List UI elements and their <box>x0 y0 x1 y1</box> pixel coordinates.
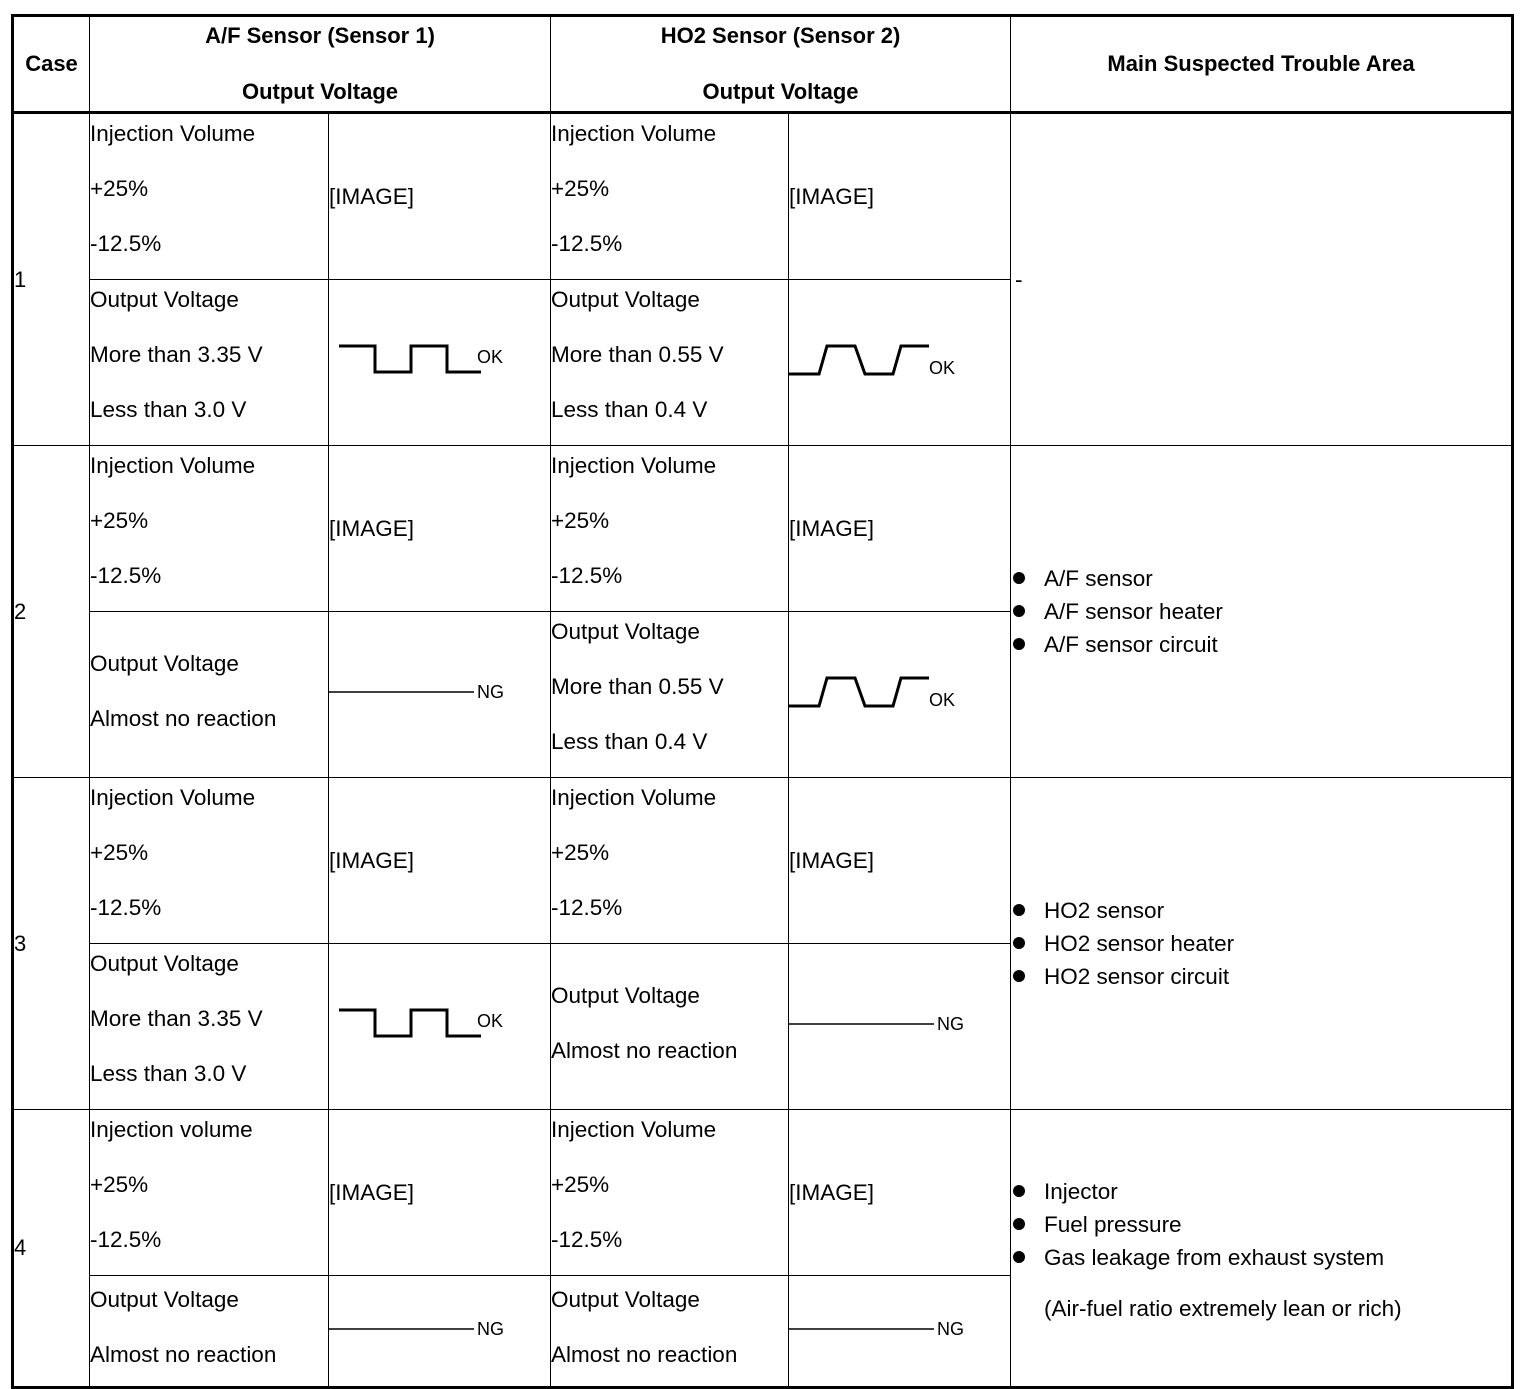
ho2-output-voltage-line: More than 0.55 V <box>551 342 724 367</box>
ho2-injection-volume-line: -12.5% <box>551 895 623 920</box>
af-output-voltage-line: Output Voltage <box>90 287 239 312</box>
af-output-voltage-line: More than 3.35 V <box>90 1006 263 1031</box>
af-output-voltage <box>90 280 329 446</box>
ho2-injection-volume-line: +25% <box>551 1172 610 1197</box>
af-waveform <box>329 1276 551 1388</box>
af-injection-volume-line: +25% <box>90 840 149 865</box>
header-ho2-title: HO2 Sensor (Sensor 2) <box>660 23 901 48</box>
waveform-diagram <box>789 330 979 390</box>
af-injection-image <box>329 778 551 944</box>
af-output-voltage-line: Output Voltage <box>90 1287 239 1312</box>
trapezoid-waveform-line <box>789 678 929 706</box>
bullet-icon <box>1013 605 1025 617</box>
ho2-output-voltage <box>551 1276 789 1388</box>
bullet-icon <box>1013 904 1025 916</box>
trouble-item <box>1011 1208 1511 1241</box>
case-number: 3 <box>13 778 90 1110</box>
trouble-item-text: A/F sensor heater <box>1044 599 1223 624</box>
af-output-voltage-line: Less than 3.0 V <box>90 397 247 422</box>
af-injection-volume-line: +25% <box>90 176 149 201</box>
waveform-diagram <box>789 662 979 722</box>
ho2-waveform <box>789 280 1011 446</box>
image-placeholder: [IMAGE] <box>329 183 415 209</box>
header-ho2-sensor <box>551 16 1011 113</box>
ho2-injection-volume-line: -12.5% <box>551 231 623 256</box>
ho2-output-voltage-line: Almost no reaction <box>551 1037 738 1063</box>
ho2-injection-volume-line: Injection Volume <box>551 785 717 810</box>
trouble-list <box>1011 1175 1511 1274</box>
trouble-item <box>1011 628 1511 661</box>
ho2-output-voltage <box>551 944 789 1110</box>
ho2-output-voltage-line: Output Voltage <box>551 982 700 1008</box>
ho2-waveform <box>789 612 1011 778</box>
ho2-injection-image <box>789 1110 1011 1276</box>
af-injection-image <box>329 113 551 280</box>
square-waveform-line <box>339 346 481 372</box>
af-output-voltage <box>90 1276 329 1388</box>
trouble-item <box>1011 1241 1511 1274</box>
bullet-icon <box>1013 1185 1025 1197</box>
ho2-output-voltage-line: Output Voltage <box>551 619 700 644</box>
trouble-note: (Air-fuel ratio extremely lean or rich) <box>1044 1295 1402 1321</box>
af-output-voltage-line: Output Voltage <box>90 650 239 676</box>
image-placeholder: [IMAGE] <box>789 515 875 541</box>
image-placeholder: [IMAGE] <box>329 847 415 873</box>
trouble-item-text: A/F sensor <box>1044 566 1153 591</box>
ho2-output-voltage-line: Less than 0.4 V <box>551 729 708 754</box>
header-af-sensor <box>90 16 551 113</box>
header-ho2-subtitle: Output Voltage <box>702 79 859 104</box>
ng-label: NG <box>477 1318 504 1339</box>
ho2-injection-image <box>789 446 1011 612</box>
trouble-item-text: HO2 sensor heater <box>1044 931 1235 956</box>
trouble-item <box>1011 595 1511 628</box>
af-injection-volume-line: -12.5% <box>90 1227 162 1252</box>
af-output-voltage <box>90 612 329 778</box>
header-af-subtitle: Output Voltage <box>241 79 399 104</box>
ho2-injection-volume <box>551 446 789 612</box>
trouble-item <box>1011 960 1511 993</box>
af-waveform <box>329 280 551 446</box>
ho2-output-voltage <box>551 280 789 446</box>
af-injection-volume-line: Injection Volume <box>90 121 256 146</box>
header-af-title: A/F Sensor (Sensor 1) <box>205 23 435 48</box>
trouble-area <box>1011 446 1513 778</box>
case-2-injection-row <box>13 446 1513 612</box>
ho2-injection-volume-line: +25% <box>551 840 610 865</box>
image-placeholder: [IMAGE] <box>789 1179 875 1205</box>
trouble-item-text: HO2 sensor circuit <box>1044 964 1230 989</box>
ho2-waveform <box>789 944 1011 1110</box>
af-injection-volume-line: Injection Volume <box>90 453 256 478</box>
af-injection-image <box>329 446 551 612</box>
ho2-output-voltage-line: Less than 0.4 V <box>551 397 708 422</box>
bullet-icon <box>1013 970 1025 982</box>
trouble-none: - <box>1015 266 1023 292</box>
af-output-voltage-line: Output Voltage <box>90 951 239 976</box>
af-injection-volume-line: Injection Volume <box>90 785 256 810</box>
ho2-injection-volume-line: Injection Volume <box>551 453 717 478</box>
ho2-injection-volume-line: Injection Volume <box>551 1117 717 1142</box>
bullet-icon <box>1013 638 1025 650</box>
waveform-diagram <box>789 1299 979 1359</box>
af-injection-volume-line: Injection volume <box>90 1117 253 1142</box>
bullet-icon <box>1013 572 1025 584</box>
ho2-output-voltage <box>551 612 789 778</box>
image-placeholder: [IMAGE] <box>789 183 875 209</box>
case-number: 1 <box>13 113 90 446</box>
ho2-injection-volume-line: -12.5% <box>551 1227 623 1252</box>
af-injection-volume <box>90 446 329 612</box>
af-injection-volume-line: -12.5% <box>90 231 162 256</box>
waveform-diagram <box>329 1299 519 1359</box>
waveform-diagram <box>789 994 979 1054</box>
header-trouble-area: Main Suspected Trouble Area <box>1011 16 1513 113</box>
ng-label: NG <box>477 682 504 702</box>
trouble-item <box>1011 927 1511 960</box>
case-1-injection-row <box>13 113 1513 280</box>
ho2-injection-volume-line: -12.5% <box>551 563 623 588</box>
af-output-voltage-line: Less than 3.0 V <box>90 1061 247 1086</box>
bullet-icon <box>1013 937 1025 949</box>
ok-label: OK <box>929 690 956 710</box>
image-placeholder: [IMAGE] <box>329 515 415 541</box>
case-number: 2 <box>13 446 90 778</box>
af-output-voltage-line: Almost no reaction <box>90 1342 277 1367</box>
trouble-item <box>1011 562 1511 595</box>
ho2-injection-image <box>789 113 1011 280</box>
af-output-voltage-line: Almost no reaction <box>90 705 277 731</box>
trouble-area <box>1011 113 1513 446</box>
ho2-injection-volume-line: Injection Volume <box>551 121 717 146</box>
af-output-voltage-line: More than 3.35 V <box>90 342 263 367</box>
waveform-diagram <box>329 662 519 722</box>
ho2-injection-image <box>789 778 1011 944</box>
trouble-list <box>1011 894 1511 993</box>
trouble-list <box>1011 562 1511 661</box>
diagnostic-table <box>11 14 1514 1389</box>
case-number: 4 <box>13 1110 90 1388</box>
case-3-injection-row <box>13 778 1513 944</box>
trouble-item-text: Fuel pressure <box>1044 1211 1182 1237</box>
ho2-output-voltage-line: More than 0.55 V <box>551 674 724 699</box>
ho2-injection-volume <box>551 113 789 280</box>
af-injection-volume <box>90 1110 329 1276</box>
af-injection-image <box>329 1110 551 1276</box>
ng-label: NG <box>937 1318 964 1339</box>
af-output-voltage <box>90 944 329 1110</box>
ho2-injection-volume-line: +25% <box>551 508 610 533</box>
ho2-injection-volume-line: +25% <box>551 176 610 201</box>
ng-label: NG <box>937 1014 964 1034</box>
af-waveform <box>329 612 551 778</box>
ok-label: OK <box>477 1011 504 1031</box>
waveform-diagram <box>329 330 519 390</box>
ho2-injection-volume <box>551 778 789 944</box>
ho2-output-voltage-line: Output Voltage <box>551 1287 700 1312</box>
ho2-output-voltage-line: Output Voltage <box>551 287 700 312</box>
trapezoid-waveform-line <box>789 346 929 374</box>
bullet-icon <box>1013 1251 1025 1263</box>
ho2-injection-volume <box>551 1110 789 1276</box>
trouble-area <box>1011 1110 1513 1388</box>
af-injection-volume-line: +25% <box>90 1172 149 1197</box>
af-injection-volume-line: -12.5% <box>90 895 162 920</box>
header-case: Case <box>13 16 90 113</box>
waveform-diagram <box>329 994 519 1054</box>
af-injection-volume-line: -12.5% <box>90 563 162 588</box>
image-placeholder: [IMAGE] <box>789 847 875 873</box>
header-row <box>13 16 1513 113</box>
trouble-item-text: Injector <box>1044 1178 1118 1204</box>
af-injection-volume-line: +25% <box>90 508 149 533</box>
case-4-injection-row <box>13 1110 1513 1276</box>
trouble-item-text: Gas leakage from exhaust system <box>1044 1244 1385 1270</box>
af-waveform <box>329 944 551 1110</box>
af-injection-volume <box>90 778 329 944</box>
ok-label: OK <box>929 358 956 378</box>
trouble-item <box>1011 894 1511 927</box>
trouble-item <box>1011 1175 1511 1208</box>
ho2-output-voltage-line: Almost no reaction <box>551 1342 738 1367</box>
trouble-area <box>1011 778 1513 1110</box>
ok-label: OK <box>477 347 504 367</box>
trouble-item-text: A/F sensor circuit <box>1044 632 1218 657</box>
square-waveform-line <box>339 1010 481 1036</box>
trouble-item-text: HO2 sensor <box>1044 898 1165 923</box>
image-placeholder: [IMAGE] <box>329 1179 415 1205</box>
ho2-waveform <box>789 1276 1011 1388</box>
bullet-icon <box>1013 1218 1025 1230</box>
af-injection-volume <box>90 113 329 280</box>
